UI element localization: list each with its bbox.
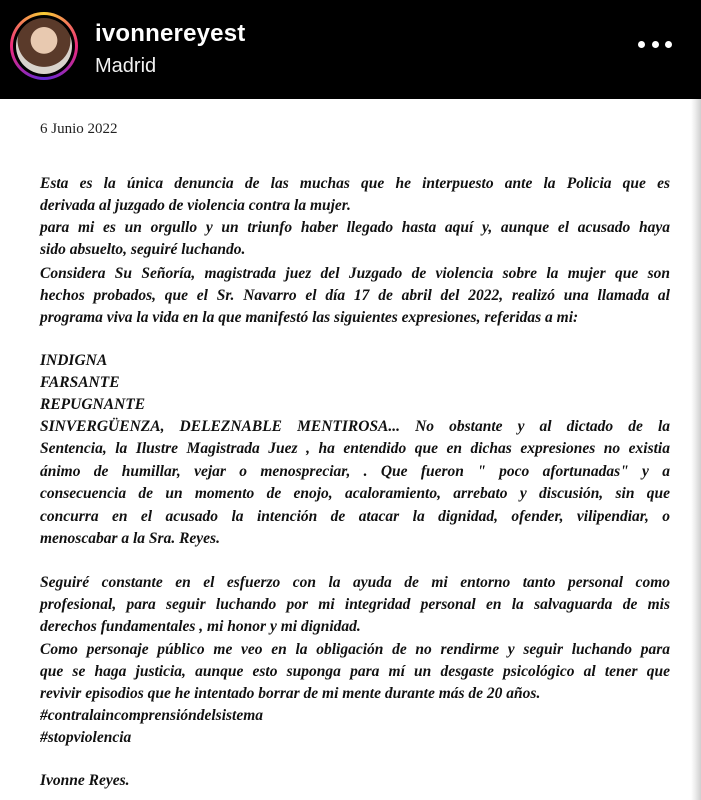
hashtag: #stopviolencia (40, 729, 132, 746)
text-line: hechos probados, que el Sr. Navarro el día 17 de abril del 2022, realizó una llamada al (40, 287, 670, 304)
hashtag: #contralaincomprensióndelsistema (40, 707, 264, 724)
text-line: derivada al juzgado de violencia contra la mujer. (40, 197, 351, 214)
profile-avatar[interactable] (16, 18, 72, 74)
text-line: ánimo de humillar, vejar o menospreciar, . Que fueron " poco afortunadas" y a (40, 463, 670, 480)
page-edge (691, 99, 701, 800)
text-line: REPUGNANTE (40, 396, 146, 413)
story-ring[interactable] (10, 12, 78, 80)
text-line: Considera Su Señoría, magistrada juez del Juzgado de violencia sobre la mujer que son (40, 265, 670, 282)
text-line: Esta es la única denuncia de las muchas que he interpuesto ante la Policia que es (40, 175, 670, 192)
text-line: INDIGNA (40, 352, 108, 369)
signature: Ivonne Reyes. (40, 772, 130, 789)
more-options-icon[interactable] (638, 32, 672, 56)
post-image (0, 99, 701, 800)
text-line: profesional, para seguir luchando por mi integridad personal en la salvaguarda de mis (40, 596, 670, 613)
text-line: consecuencia de un momento de enojo, acaloramiento, arrebato y discusión, sin que (40, 485, 670, 502)
text-line: derechos fundamentales , mi honor y mi dignidad. (40, 618, 361, 635)
text-line: programa viva la vida en la que manifestó las siguientes expresiones, referidas a mi: (40, 309, 579, 326)
text-line: sido absuelto, seguiré luchando. (40, 241, 246, 258)
text-line: que se haga justicia, aunque esto suponga para mí un desgaste psicológico al tener que (40, 663, 670, 680)
text-line: menoscabar a la Sra. Reyes. (40, 530, 220, 547)
text-line: revivir episodios que he intentado borrar de mi mente durante más de 20 años. (40, 685, 541, 702)
location-tag[interactable]: Madrid (95, 55, 157, 77)
text-line: Sentencia, la Ilustre Magistrada Juez , ha entendido que en dichas expresiones no existia (40, 440, 670, 457)
text-line: Seguiré constante en el esfuerzo con la ayuda de mi entorno tanto personal como (40, 574, 670, 591)
text-line: para mi es un orgullo y un triunfo haber llegado hasta aquí y, aunque el acusado haya (40, 219, 670, 236)
post-header (0, 0, 701, 99)
username[interactable]: ivonnereyest (95, 20, 246, 47)
document-date: 6 Junio 2022 (40, 121, 118, 137)
text-line: Como personaje público me veo en la obligación de no rendirme y seguir luchando para (40, 641, 670, 658)
text-line: FARSANTE (40, 374, 120, 391)
text-line: SINVERGÜENZA, DELEZNABLE MENTIROSA... No obstante y al dictado de la (40, 418, 670, 435)
text-line: concurra en el acusado la intención de atacar la dignidad, ofender, vilipendiar, o (40, 508, 670, 525)
